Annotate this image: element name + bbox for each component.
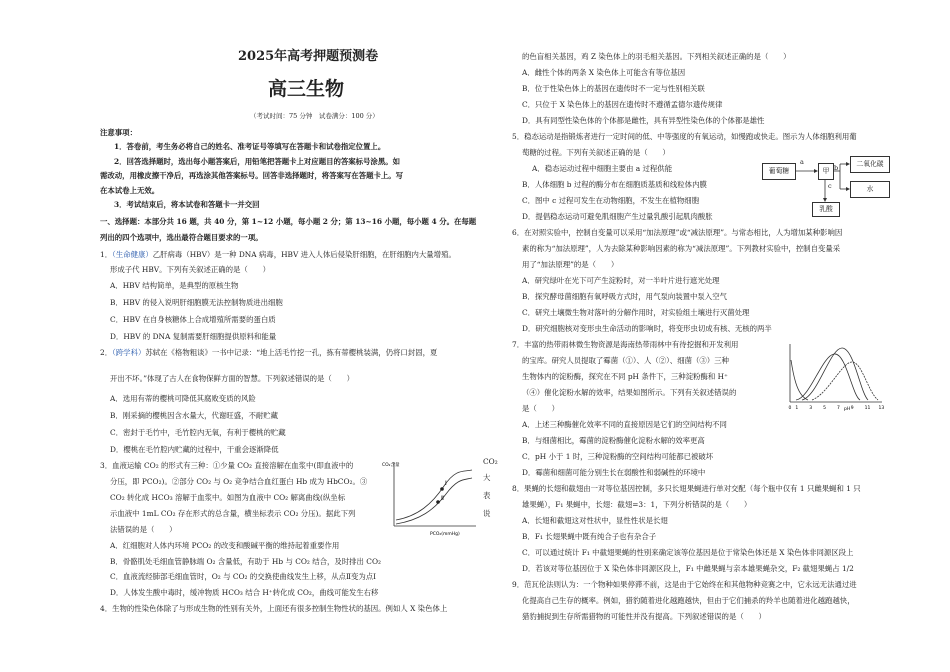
x-tick-label: 0 bbox=[788, 406, 792, 411]
glucose-box: 葡萄糖 bbox=[762, 163, 796, 180]
note-item: 在本试卷上无效。 bbox=[100, 186, 160, 195]
option-B: B．与细菌相比，霉菌的淀粉酶催化淀粉水解的效率更高 bbox=[522, 436, 705, 445]
option-B: B．人体细胞 b 过程的酶分布在细胞质基质和线粒体内膜 bbox=[522, 180, 707, 189]
curve-3 bbox=[812, 362, 878, 400]
x-tick-labels bbox=[789, 405, 885, 411]
option-A: A．红细胞对人体内环境 PCO₂ 的改变和酸碱平衡的维持起着重要作用 bbox=[110, 541, 340, 550]
question-8: 8．果蝇的长翅和截翅由一对等位基因控制，多只长翅果蝇进行单对交配（每个瓶中仅有 1 只雌果蝇和 1 只 bbox=[512, 484, 861, 493]
note-item: 1．答卷前，考生务必将自己的姓名、准考证号等填写在答题卡和试卷指定位置上。 bbox=[114, 142, 386, 151]
option-C: C．密封于毛竹中，毛竹腔内无氧，有利于樱桃的贮藏 bbox=[110, 428, 286, 437]
note-item: 3．考试结束后，将本试卷和答题卡一并交回 bbox=[114, 200, 260, 209]
subject-title: 高三生物 bbox=[268, 78, 345, 100]
curve-upper bbox=[396, 470, 472, 520]
x-tick-label: 1 bbox=[795, 406, 799, 411]
label-a: a bbox=[800, 158, 804, 166]
option-C: C．研究土壤微生物对落叶的分解作用时，对实验组土壤进行灭菌处理 bbox=[522, 308, 750, 317]
option-B: B．F₁ 长翅果蝇中既有纯合子也有杂合子 bbox=[522, 532, 657, 541]
option-A: A．选用有蒂的樱桃可降低其腐败变质的风险 bbox=[110, 394, 256, 403]
exam-info: （考试时间：75 分钟 试卷满分：100 分） bbox=[250, 112, 379, 120]
question-4: 4．生物的性染色体除了与形成生物的性别有关外，上面还有很多控制生物性状的基因。例如人 X 染色体上 bbox=[100, 604, 448, 613]
question-3-line: CO₂ 转化成 HCO₃ 溶解于血浆中。如图为血液中 CO₂ 解离曲线(纵坐标 bbox=[110, 493, 346, 502]
x-tick-label: 9 bbox=[850, 406, 854, 411]
question-1-stem: 形成子代 HBV。下列有关叙述正确的是（ ） bbox=[110, 265, 270, 274]
label-b: b bbox=[834, 164, 839, 172]
question-3-line: 示血液中 1mL CO₂ 存在形式的总含量，横坐标表示 CO₂ 分压)。据此下列 bbox=[110, 509, 356, 518]
section-heading: 一、选择题：本部分共 16 题，共 40 分，第 1~12 小题，每小题 2 分；第 13~16 小题，每小题 4 分。在每题 bbox=[100, 217, 477, 226]
question-7-line: 的宝库。研究人员提取了霉菌（①）、人（②）、细菌（③）三种 bbox=[522, 356, 729, 365]
option-C: C．pH 小于 1 时，三种淀粉酶的空间结构可能都已被破坏 bbox=[522, 452, 714, 461]
q3-side-char: CO₂ bbox=[483, 457, 498, 466]
question-7-line: 生物体内的淀粉酶，探究在不同 pH 条件下，三种淀粉酶和 H⁺ bbox=[522, 372, 728, 381]
question-2: 2．（跨学科）苏轼在《格物粗谈》一书中记录：“地上活毛竹挖一孔，拣有蒂樱桃装满，仍将口封固，夏 bbox=[100, 348, 438, 357]
option-B: B．位于性染色体上的基因在遗传时不一定与性别相关联 bbox=[522, 84, 705, 93]
x-tick-label: 3 bbox=[809, 406, 813, 411]
question-6: 6．在对照实验中，控制自变量可以采用“加法原理”或“减法原理”。与常态相比，人为增加某种影响因 bbox=[512, 228, 843, 237]
option-B: B．刚采摘的樱桃因含水量大，代谢旺盛，不耐贮藏 bbox=[110, 411, 279, 420]
water-box: 水 bbox=[850, 181, 890, 198]
option-B: B．骨骼肌处毛细血管静脉端 O₂ 含量低，有助于 Hb 与 CO₂ 结合，及时排出 CO₂ bbox=[110, 557, 381, 566]
option-D: D．研究细胞核对变形虫生命活动的影响时，将变形虫切成有核、无核的两半 bbox=[522, 324, 772, 333]
option-C: C．图中 c 过程可发生在动物细胞，不发生在植物细胞 bbox=[522, 196, 700, 205]
option-B: B．探究酵母菌细胞有氧呼吸方式时，用气泵向装置中泵入空气 bbox=[522, 292, 727, 301]
notes-heading: 注意事项： bbox=[100, 128, 137, 137]
question-4-cont: 的色盲相关基因，鸡 Z 染色体上的羽毛相关基因。下列相关叙述正确的是（ ） bbox=[522, 52, 791, 61]
question-tag: （生命健康） bbox=[112, 250, 153, 259]
section-heading: 列出的四个选项中，选出最符合题目要求的一项。 bbox=[100, 233, 263, 242]
question-9-line: 化提高自己生存的概率。例如，猎豹随着进化越跑越快，但由于它们捕杀的羚羊也随着进化越跑越快， bbox=[522, 596, 855, 605]
question-6-line: 用了“加法原理”的是（ ） bbox=[522, 260, 619, 269]
question-9-line: 猎豹捕捉到生存所需猎物的可能性并没有提高。下列叙述错误的是（ ） bbox=[522, 612, 766, 621]
option-C: C．HBV 在自身核糖体上合成增殖所需要的蛋白质 bbox=[110, 315, 276, 324]
x-axis-label: PCO₂(mmHg) bbox=[430, 532, 460, 537]
amylase-ph-chart bbox=[782, 340, 888, 414]
option-A: A．研究绿叶在光下可产生淀粉时，对一半叶片进行遮光处理 bbox=[522, 276, 720, 285]
q3-side-char: 说 bbox=[483, 509, 491, 518]
option-A: A．雌性个体的两条 X 染色体上可能含有等位基因 bbox=[522, 68, 686, 77]
co2-box: 二氧化碳 bbox=[850, 156, 890, 173]
option-C: C．可以通过统计 F₁ 中截翅果蝇的性别来确定该等位基因是位于常染色体还是 X 染色体非同源区段上 bbox=[522, 548, 854, 557]
curve-1 bbox=[796, 354, 860, 400]
option-D: D．提倡稳态运动可避免肌细胞产生过量乳酸引起肌肉酸胀 bbox=[522, 212, 713, 221]
question-2-stem: 开出不坏。”体现了古人在食物保鲜方面的智慧。下列叙述错误的是（ ） bbox=[110, 374, 354, 383]
x-axis-label: pH bbox=[844, 407, 851, 412]
question-6-line: 素的称为“加法原理”，人为去除某种影响因素的称为“减法原理”。下列教材实验中，控制自变量采 bbox=[522, 244, 841, 253]
question-1: 1．（生命健康）乙肝病毒（HBV）是一种 DNA 病毒，HBV 进入人体后侵染肝细胞，在肝细胞内大量增殖。 bbox=[100, 250, 456, 259]
option-C: C．只位于 X 染色体上的基因在遗传时不遵循孟德尔遗传规律 bbox=[522, 100, 723, 109]
question-3-line: 分压，即 PCO₂)。②部分 CO₂ 与 O₂ 竞争结合血红蛋白 Hb 成为 HbCO₂。③ bbox=[110, 477, 368, 486]
option-D: D．樱桃在毛竹腔内贮藏的过程中，干重会逐渐降低 bbox=[110, 445, 279, 454]
option-D: D．具有同型性染色体的个体都是雌性，具有异型性染色体的个体都是雄性 bbox=[522, 116, 765, 125]
option-A: A．稳态运动过程中细胞主要由 a 过程供能 bbox=[532, 164, 673, 173]
q3-side-char: 表 bbox=[483, 491, 491, 500]
x-tick-label: 13 bbox=[878, 406, 885, 411]
point-II-label: Ⅱ bbox=[441, 495, 444, 502]
question-9: 9．范瓦伦法则认为：一个物种如果停滞不前，这是由于它始终在和其他物种竞赛之中，它永远无法通过进 bbox=[512, 580, 857, 589]
glucose-metabolism-diagram bbox=[762, 155, 890, 215]
jia-box: 甲 bbox=[818, 163, 834, 180]
y-axis-label: CO₂含量 bbox=[382, 463, 400, 468]
question-5-stem: 萄糖的过程。下列有关叙述正确的是（ ） bbox=[522, 148, 670, 157]
curve-4 bbox=[791, 360, 808, 400]
note-item: 2．回答选择题时，选出每小题答案后，用铅笔把答题卡上对应题目的答案标号涂黑。如 bbox=[114, 157, 400, 166]
x-tick-label: 7 bbox=[836, 406, 840, 411]
option-D: D．HBV 的 DNA 复制需要肝细胞提供原料和能量 bbox=[110, 332, 277, 341]
co2-dissociation-chart bbox=[382, 458, 478, 538]
question-3: 3．血液运输 CO₂ 的形式有三种：①少量 CO₂ 直接溶解在血浆中(即血液中的 bbox=[100, 461, 354, 470]
x-tick-label: 11 bbox=[864, 406, 871, 411]
point-II bbox=[436, 500, 440, 504]
exam-title: 2025年高考押题预测卷 bbox=[238, 49, 379, 64]
question-5: 5．稳态运动是指锻炼者进行一定时间的低、中等强度的有氧运动，如慢跑或快走。图示为人体细胞利用葡 bbox=[512, 132, 857, 141]
option-C: C．血液流经肺部毛细血管时，O₂ 与 CO₂ 的交换使曲线发生上移，从点Ⅱ变为点Ⅰ bbox=[110, 572, 377, 581]
q3-side-char: 大 bbox=[483, 473, 491, 482]
option-B: B．HBV 的侵入说明肝细胞膜无法控制物质进出细胞 bbox=[110, 298, 283, 307]
option-A: A．HBV 结构简单，是典型的原核生物 bbox=[110, 281, 239, 290]
question-7-line: （④）催化淀粉水解的效率，结果如图所示。下列有关叙述错误的 bbox=[522, 388, 737, 397]
note-item: 需改动，用橡皮擦干净后，再选涂其他答案标号。回答非选择题时，将答案写在答题卡上。写 bbox=[100, 171, 404, 180]
option-A: A．长翅和截翅这对性状中，显性性状是长翅 bbox=[522, 516, 668, 525]
question-7-line: 是（ ） bbox=[522, 404, 559, 413]
x-tick-label: 5 bbox=[823, 406, 826, 411]
question-8-line: 雄果蝇），F₁ 果蝇中，长翅：截翅=3：1，下列分析错误的是（ ） bbox=[522, 500, 752, 509]
option-D: D．人体发生酸中毒时，缓冲物质 HCO₃ 结合 H⁺转化成 CO₂，曲线可能发生右移 bbox=[110, 588, 379, 597]
option-D: D．霉菌和细菌可能分别生长在弱酸性和弱碱性的环境中 bbox=[522, 468, 706, 477]
question-3-line: 法错误的是（ ） bbox=[110, 525, 177, 534]
point-I bbox=[440, 487, 444, 491]
label-c: c bbox=[828, 182, 832, 190]
point-I-label: Ⅰ bbox=[445, 480, 447, 487]
lactic-acid-box: 乳酸 bbox=[812, 202, 840, 217]
question-tag: （跨学科） bbox=[112, 348, 146, 357]
option-D: D．若该对等位基因位于 X 染色体非同源区段上，F₁ 中雌果蝇与亲本雄果蝇杂交，F₂ 截翅果蝇占 1/2 bbox=[522, 564, 854, 573]
curve-2 bbox=[802, 348, 868, 400]
option-A: A．上述三种酶催化效率不同的直接原因是它们的空间结构不同 bbox=[522, 420, 727, 429]
question-7: 7．丰富的热带雨林微生物资源是海南热带雨林中有待挖掘和开发利用 bbox=[512, 340, 739, 349]
